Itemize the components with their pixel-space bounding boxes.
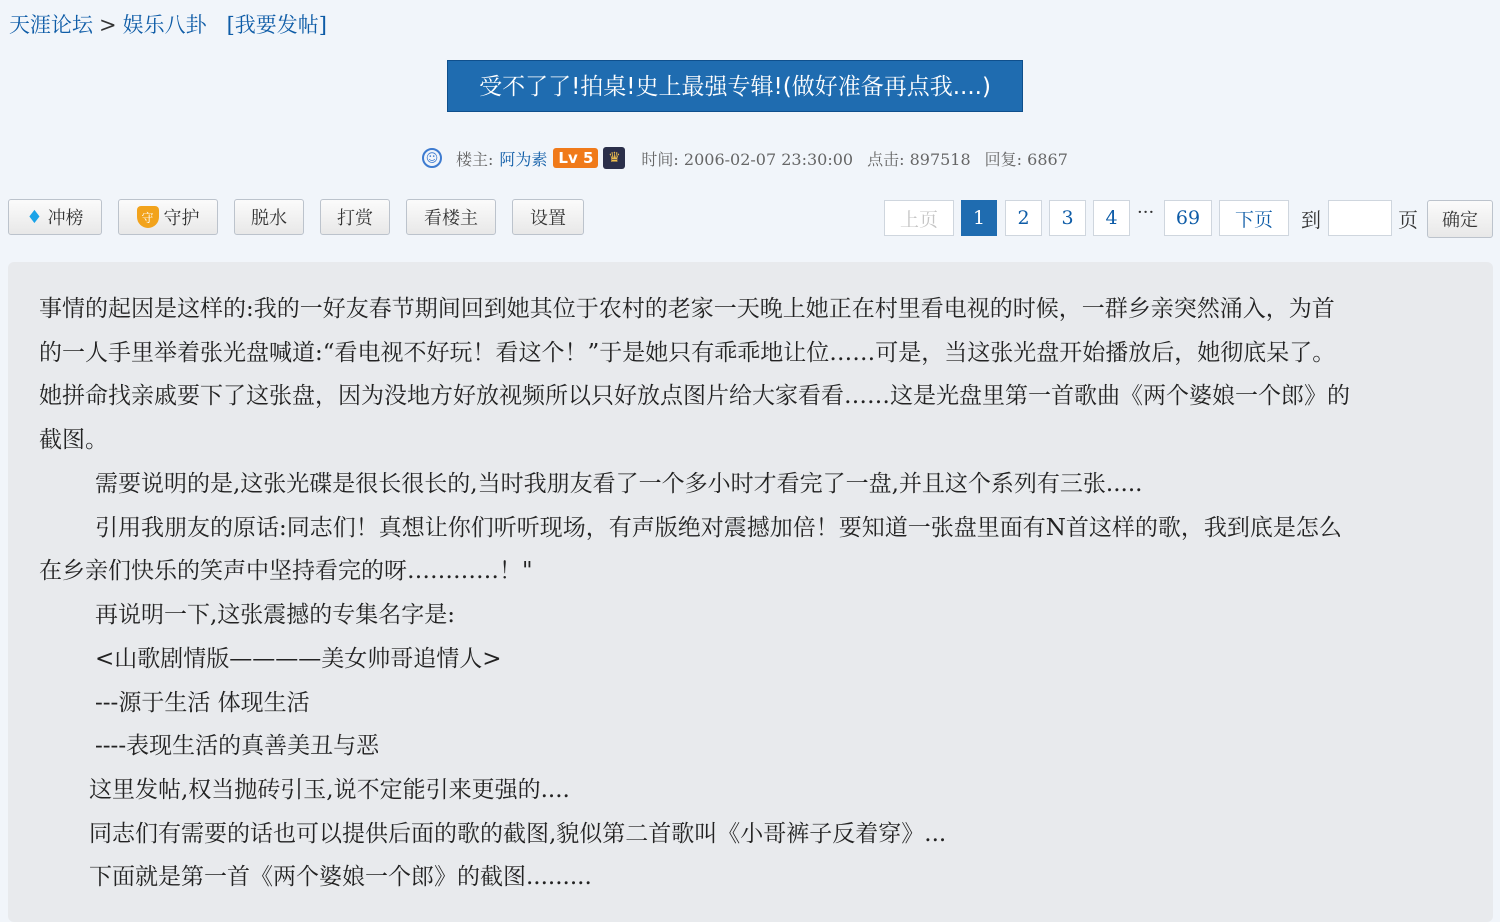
content-line: 在乡亲们快乐的笑声中坚持看完的呀…………！" (39, 558, 533, 584)
author-link[interactable]: 阿为素 (499, 149, 548, 169)
rank-badge-icon: ♛ (603, 147, 625, 169)
rank-button-label: 冲榜 (47, 208, 84, 229)
breadcrumb-forum-link[interactable]: 天涯论坛 (9, 13, 93, 37)
content-line: 同志们有需要的话也可以提供后面的歌的截图,貌似第二首歌叫《小哥裤子反着穿》... (89, 821, 947, 847)
page-4-button[interactable]: 4 (1093, 200, 1130, 236)
page-1-button[interactable]: 1 (961, 200, 997, 236)
reply-count: 回复: 6867 (984, 149, 1068, 169)
settings-button[interactable]: 设置 (512, 199, 584, 235)
reward-button[interactable]: 打赏 (320, 199, 390, 235)
post-toolbar (8, 199, 600, 235)
content-line: 再说明一下,这张震撼的专集名字是: (95, 602, 456, 628)
page-number-input[interactable] (1328, 200, 1392, 236)
rank-button[interactable] (8, 199, 102, 235)
owner-label: 楼主: (456, 149, 494, 169)
breadcrumb-separator: > (99, 13, 117, 37)
post-title: 受不了了!拍桌!史上最强专辑!(做好准备再点我....) (447, 60, 1023, 112)
smile-icon: ☺ (422, 148, 442, 168)
content-line: 事情的起因是这样的:我的一好友春节期间回到她其位于农村的老家一天晚上她正在村里看电视的时候，一群乡亲突然涌入，为首 (39, 296, 1335, 322)
content-line: ----表现生活的真善美丑与恶 (95, 733, 380, 759)
content-line: 她拼命找亲戚要下了这张盘，因为没地方好放视频所以只好放点图片给大家看看……这是光盘里第一首歌曲《两个婆娘一个郎》的 (39, 383, 1350, 409)
content-line: 的一人手里举着张光盘喊道:“看电视不好玩！看这个！”于是她只有乖乖地让位……可是，当这张光盘开始播放后，她彻底呆了。 (39, 340, 1336, 366)
next-page-button[interactable]: 下页 (1219, 200, 1289, 236)
page-3-button[interactable]: 3 (1049, 200, 1086, 236)
page-unit-label: 页 (1398, 208, 1418, 232)
post-time: 时间: 2006-02-07 23:30:00 (641, 149, 854, 169)
page-2-button[interactable]: 2 (1005, 200, 1042, 236)
shield-icon: 守 (137, 206, 159, 228)
guard-button-label: 守护 (163, 208, 200, 229)
content-line: ---源于生活 体现生活 (95, 690, 310, 716)
post-meta (422, 145, 1082, 171)
dehydrate-button[interactable]: 脱水 (234, 199, 304, 235)
prev-page-button[interactable]: 上页 (884, 200, 954, 236)
content-line: 截图。 (39, 427, 108, 453)
guard-button[interactable] (118, 199, 218, 235)
content-line: 需要说明的是,这张光碟是很长很长的,当时我朋友看了一个多小时才看完了一盘,并且这个系列有三张..... (95, 471, 1143, 497)
diamond-icon: ♦ (26, 206, 43, 228)
content-line: 引用我朋友的原话:同志们！真想让你们听听现场，有声版绝对震撼加倍！要知道一张盘里面有N首这样的歌，我到底是怎么 (95, 515, 1342, 541)
new-post-link[interactable]: [我要发帖] (226, 13, 327, 37)
content-line: <山歌剧情版————美女帅哥追情人> (95, 646, 502, 672)
breadcrumb (9, 9, 327, 39)
last-page-button[interactable]: 69 (1164, 200, 1212, 236)
confirm-page-button[interactable]: 确定 (1427, 200, 1493, 238)
goto-label: 到 (1301, 208, 1321, 232)
owner-only-button[interactable]: 看楼主 (406, 199, 496, 235)
click-count: 点击: 897518 (867, 149, 971, 169)
content-line: 下面就是第一首《两个婆娘一个郎》的截图......... (89, 864, 592, 890)
level-badge: Lv 5 (553, 148, 598, 168)
content-line: 这里发帖,权当抛砖引玉,说不定能引来更强的.... (89, 777, 570, 803)
page-ellipsis: ··· (1137, 202, 1155, 223)
breadcrumb-board-link[interactable]: 娱乐八卦 (122, 13, 207, 37)
